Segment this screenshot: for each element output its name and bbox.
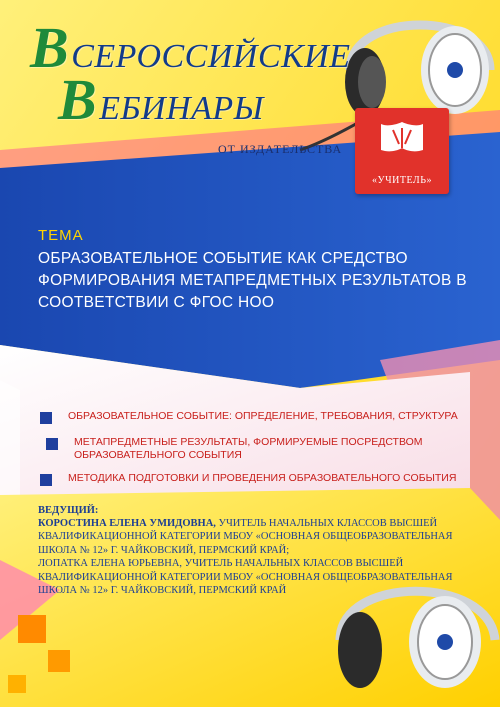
bullet-text-1: ОБРАЗОВАТЕЛЬНОЕ СОБЫТИЕ: ОПРЕДЕЛЕНИЕ, ТРЕБОВАНИЯ, СТРУКТУРА — [68, 410, 458, 422]
uchitel-logo — [355, 108, 449, 194]
host-2-details: ЛОПАТКА ЕЛЕНА ЮРЬЕВНА, УЧИТЕЛЬ НАЧАЛЬНЫХ КЛАССОВ ВЫСШЕЙ КВАЛИФИКАЦИОННОЙ КАТЕГОРИИ МБОУ «ОСНОВНАЯ ОБЩЕОБРАЗОВАТЕЛЬНАЯ ШКОЛА № 12» Г. ЧАЙКОВСКИЙ, ПЕРМСКИЙ КРАЙ — [38, 558, 453, 597]
host-1-name: КОРОСТИНА ЕЛЕНА УМИДОВНА, — [38, 518, 216, 529]
title-line-1-text: СЕРОССИЙСКИЕ — [71, 38, 351, 75]
theme-text: ОБРАЗОВАТЕЛЬНОЕ СОБЫТИЕ КАК СРЕДСТВО ФОРМИРОВАНИЯ МЕТАПРЕДМЕТНЫХ РЕЗУЛЬТАТОВ В СООТВЕТСТВИИ С ФГОС НОО — [38, 250, 467, 311]
square-bullet-icon — [40, 412, 52, 424]
bullet-item-3 — [40, 472, 468, 486]
book-emblem-icon — [355, 108, 449, 168]
title-line-2 — [58, 66, 264, 133]
title-line-2-text: ЕБИНАРЫ — [99, 90, 264, 127]
hosts-text — [38, 517, 468, 597]
bullet-text-3: МЕТОДИКА ПОДГОТОВКИ И ПРОВЕДЕНИЯ ОБРАЗОВАТЕЛЬНОГО СОБЫТИЯ — [68, 472, 457, 484]
title-line-2-capital: В — [58, 67, 98, 132]
publisher-label: ОТ ИЗДАТЕЛЬСТВА — [218, 142, 343, 156]
theme-label: ТЕМА — [38, 227, 84, 244]
hosts-label: ВЕДУЩИЙ: — [38, 505, 99, 516]
logo-text: «УЧИТЕЛЬ» — [372, 175, 432, 186]
host-1-details: УЧИТЕЛЬ НАЧАЛЬНЫХ КЛАССОВ ВЫСШЕЙ КВАЛИФИКАЦИОННОЙ КАТЕГОРИИ МБОУ «ОСНОВНАЯ ОБЩЕОБРАЗОВАТЕЛЬНАЯ ШКОЛА № 12» Г. ЧАЙКОВСКИЙ, ПЕРМСКИЙ КРАЙ; — [38, 518, 453, 556]
square-bullet-icon — [46, 438, 58, 450]
bullet-text-2: МЕТАПРЕДМЕТНЫЕ РЕЗУЛЬТАТЫ, ФОРМИРУЕМЫЕ ПОСРЕДСТВОМ ОБРАЗОВАТЕЛЬНОГО СОБЫТИЯ — [74, 436, 423, 461]
title-line-1-capital: В — [30, 15, 70, 80]
bullet-item-1 — [40, 410, 468, 424]
bullet-item-2 — [46, 436, 474, 462]
square-bullet-icon — [40, 474, 52, 486]
